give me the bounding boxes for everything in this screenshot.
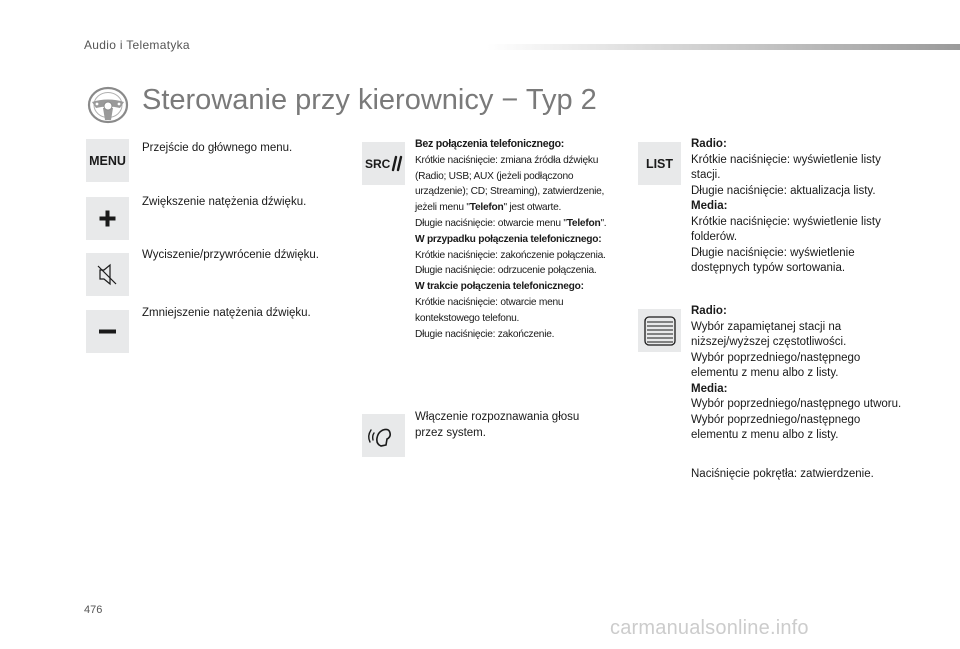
- list-media-heading: Media:: [691, 200, 728, 212]
- src-phone-icon: [362, 142, 405, 185]
- chapter-title: Audio i Telematyka: [84, 38, 190, 52]
- during-heading: W trakcie połączenia telefonicznego:: [415, 281, 584, 293]
- menu-icon-label: MENU: [89, 154, 126, 168]
- header-rule: [487, 44, 960, 50]
- incoming-heading: W przypadku połączenia telefonicznego:: [415, 233, 602, 245]
- list-icon-label: LIST: [645, 157, 674, 171]
- mute-icon: [86, 253, 129, 296]
- incoming-short-press: Krótkie naciśnięcie: zakończenie połączenia.: [415, 249, 606, 261]
- wheel-radio-heading: Radio:: [691, 305, 727, 317]
- src-icon-label: SRC: [365, 157, 391, 171]
- list-radio-heading: Radio:: [691, 138, 727, 150]
- wheel-media-text-2: Wybór poprzedniego/następnego elementu z menu albo z listy.: [691, 413, 861, 441]
- wheel-radio-text-1: Wybór zapamiętanej stacji na niższej/wyższej częstotliwości.: [691, 320, 847, 348]
- wheel-press-description: Naciśnięcie pokrętła: zatwierdzenie.: [691, 468, 874, 480]
- list-radio-long: Długie naciśnięcie: aktualizacja listy.: [691, 184, 876, 197]
- list-button-icon: [638, 142, 681, 185]
- menu-button-icon: [86, 139, 129, 182]
- wheel-radio-text-2: Wybór poprzedniego/następnego elementu z menu albo z listy.: [691, 351, 861, 379]
- list-media-short: Krótkie naciśnięcie: wyświetlenie listy folderów.: [691, 215, 881, 243]
- page-number: 476: [84, 604, 103, 616]
- during-short-press: Krótkie naciśnięcie: otwarcie menu kontekstowego telefonu.: [415, 296, 564, 324]
- plus-icon: [86, 197, 129, 240]
- thumbwheel-icon: [638, 309, 681, 352]
- during-long-press: Długie naciśnięcie: zakończenie.: [415, 328, 555, 340]
- voice-command-icon: [362, 414, 405, 457]
- src-description: [415, 137, 620, 342]
- wheel-media-text-1: Wybór poprzedniego/następnego utworu.: [691, 398, 902, 410]
- no-call-heading: Bez połączenia telefonicznego:: [415, 138, 565, 150]
- watermark: carmanualsonline.info: [610, 617, 809, 639]
- mute-description: Wyciszenie/przywrócenie dźwięku.: [142, 249, 319, 261]
- wheel-description: [691, 304, 906, 444]
- voice-description: Włączenie rozpoznawania głosu przez system.: [415, 411, 580, 439]
- no-call-long-press: Długie naciśnięcie: otwarcie menu "Telefon".: [415, 217, 607, 229]
- volume-up-description: Zwiększenie natężenia dźwięku.: [142, 196, 307, 208]
- list-radio-short: Krótkie naciśnięcie: wyświetlenie listy stacji.: [691, 153, 881, 181]
- incoming-long-press: Długie naciśnięcie: odrzucenie połączenia.: [415, 265, 597, 277]
- list-media-long: Długie naciśnięcie: wyświetlenie dostępnych typów sortowania.: [691, 246, 855, 274]
- menu-description: Przejście do głównego menu.: [142, 142, 293, 154]
- no-call-short-press: Krótkie naciśnięcie: zmiana źródła dźwięku (Radio; USB; AUX (jeżeli podłączono urządzenie); CD; Streaming), zatwierdzenie, jeżeli menu "Telefon" jest otwarte.: [415, 154, 605, 214]
- list-description: [691, 137, 906, 277]
- wheel-media-heading: Media:: [691, 382, 728, 395]
- steering-wheel-icon: [86, 84, 130, 124]
- minus-icon: [86, 310, 129, 353]
- section-title: Sterowanie przy kierownicy − Typ 2: [142, 84, 597, 116]
- volume-down-description: Zmniejszenie natężenia dźwięku.: [142, 307, 311, 319]
